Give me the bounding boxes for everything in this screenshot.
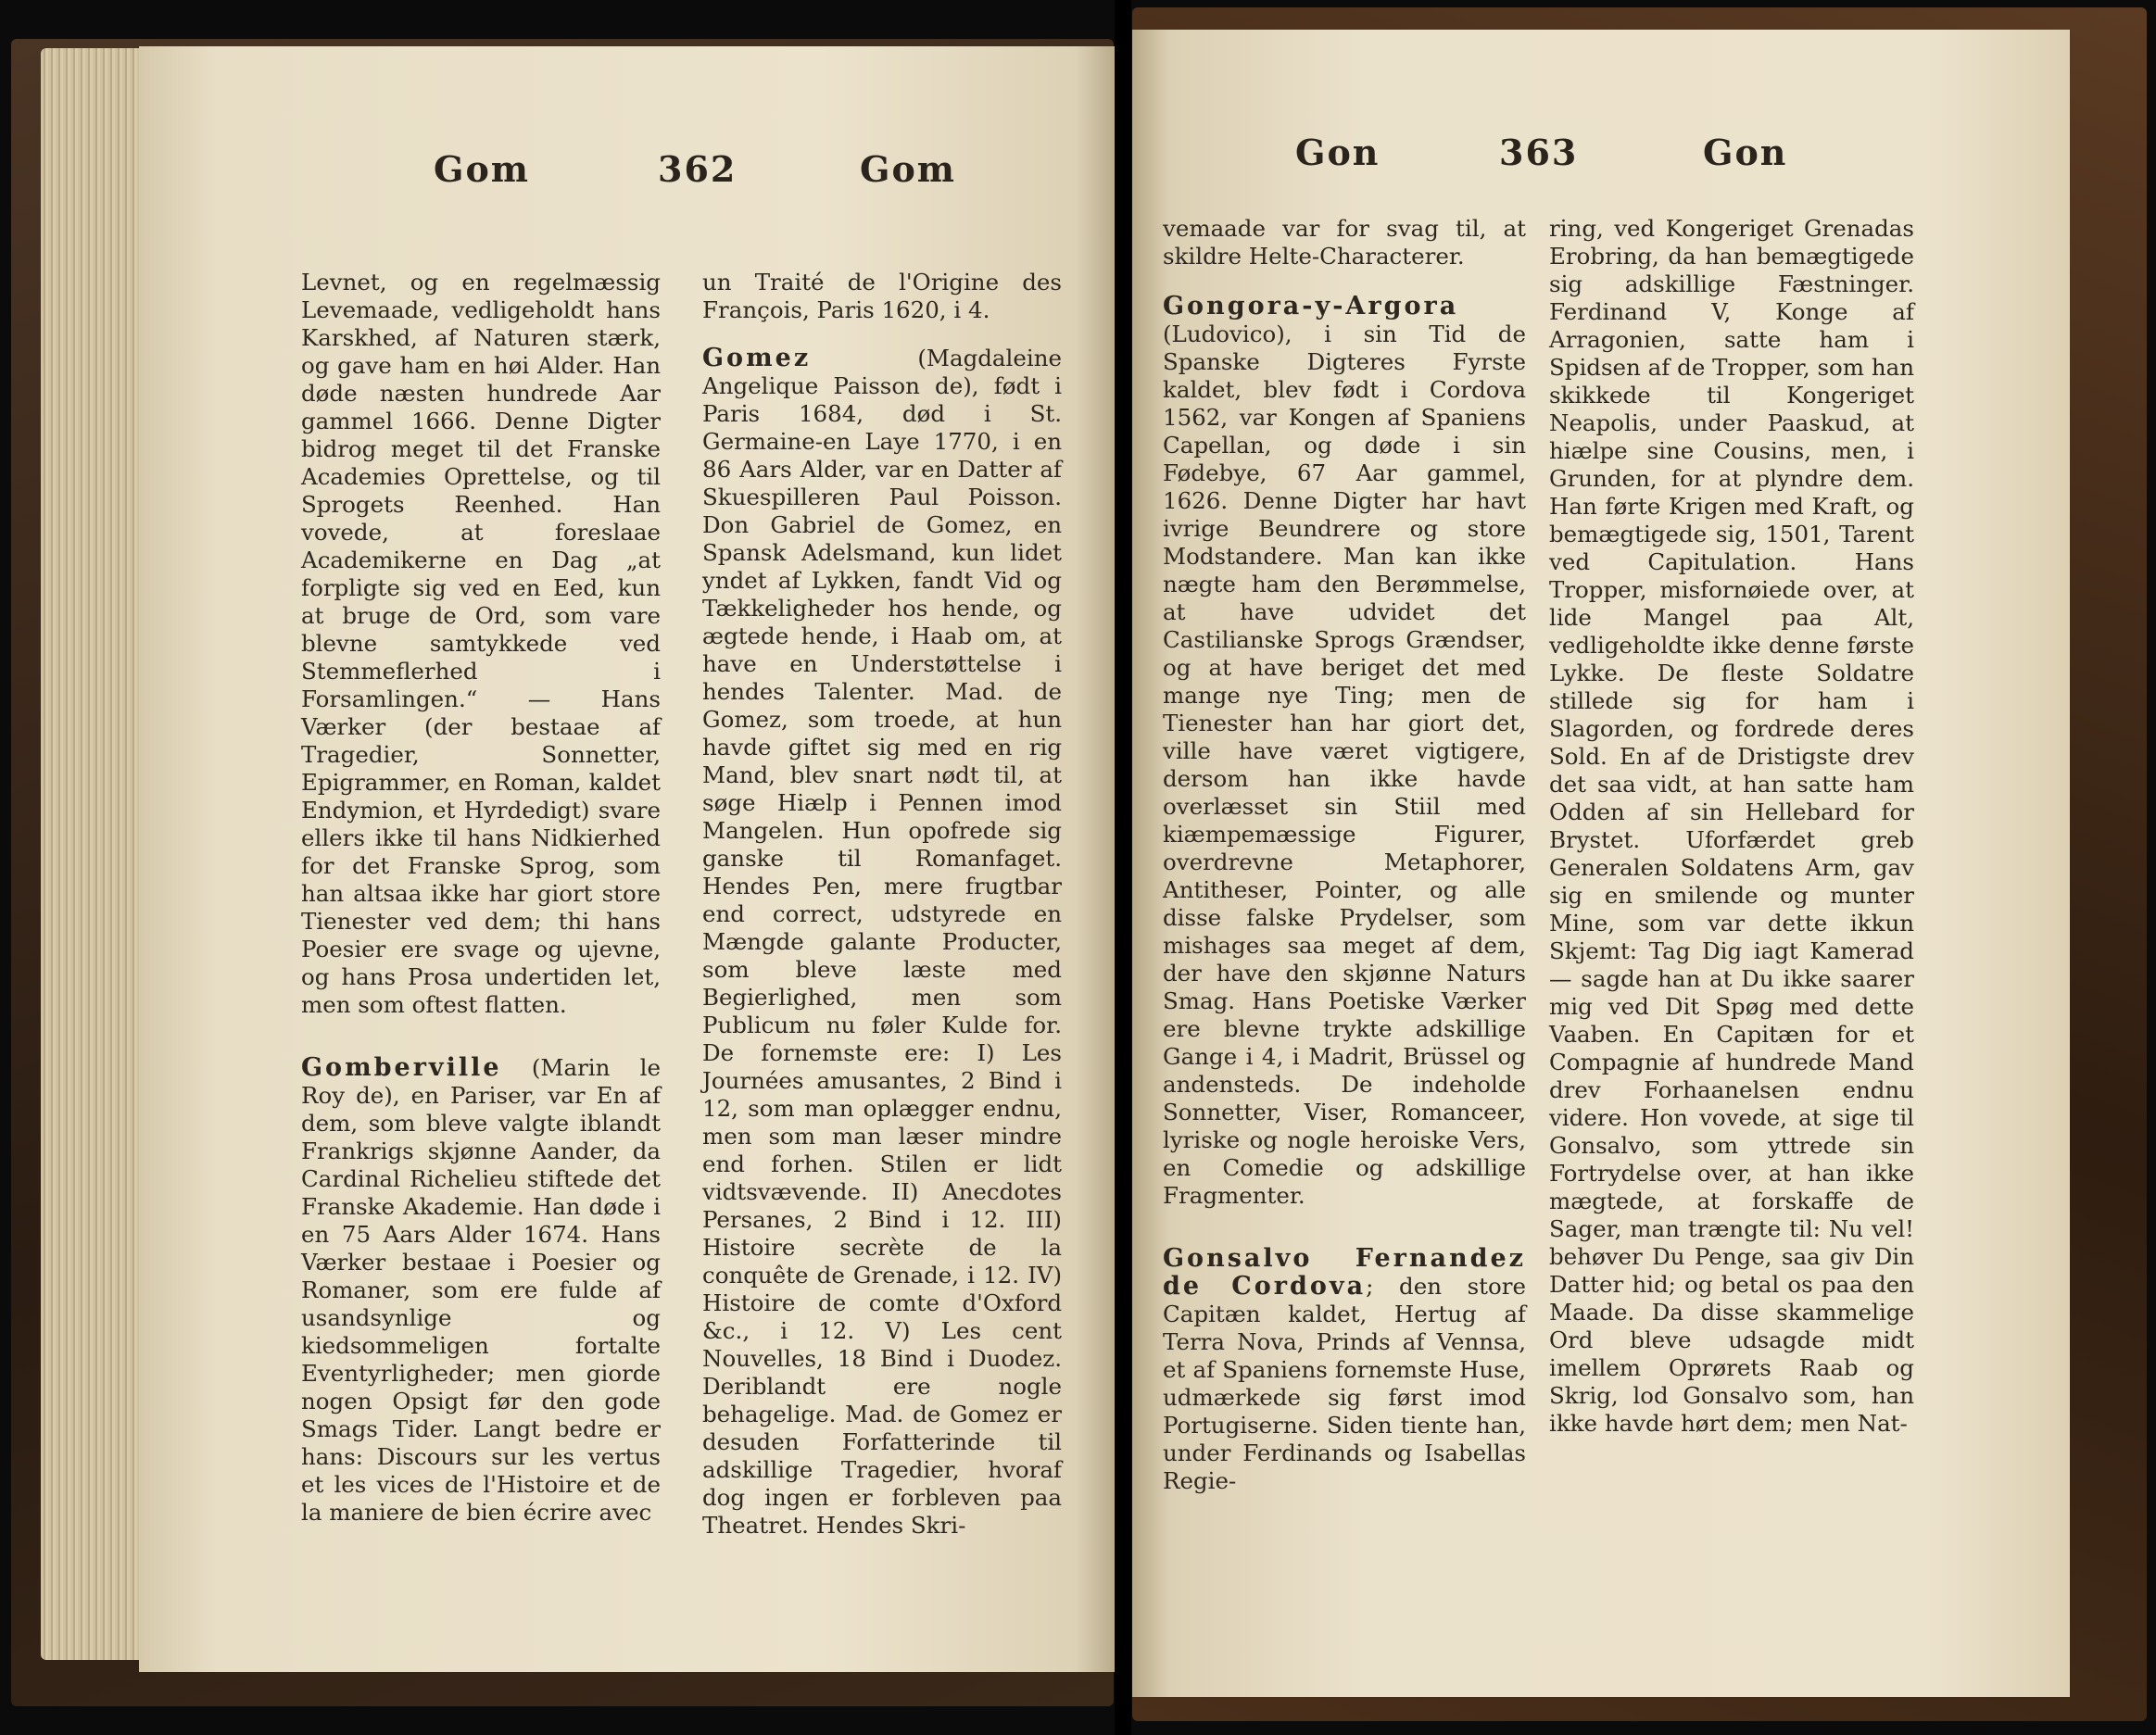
entry-gomez — [702, 345, 1062, 1540]
headword: Gongora-y-Argora — [1163, 292, 1459, 321]
left-page — [139, 46, 1115, 1672]
headword: Gomez — [702, 344, 812, 372]
paragraph: ring, ved Kongeriget Grenadas Erobring, da han bemægtigede sig adskillige Fæstninger. Ferdinand V, Konge af Arragonien, satte ham i Spidsen af de Tropper, som han skikkede til Kongeriget Neapolis, under Paaskud, at hiælpe sine Cousins, men, i Grunden, for at plyndre dem. Han førte Krigen med Kraft, og bemægtigede sig, 1501, Tarent ved Capitulation. Hans Tropper, misfornøiede over, at lide Mangel paa Alt, vedligeholdte ikke denne første Lykke. De fleste Soldatre stillede sig for ham i Slagorden, og fordrede deres Sold. En af de Dristigste drev det saa vidt, at han satte ham Odden af sin Hellebard for Brystet. Uforfærdet greb Generalen Soldatens Arm, gav sig en smilende og munter Mine, som var dette ikkun Skjemt: Tag Dig iagt Kamerad — sagde han at Du ikke saarer mig ved Dit Spøg med dette Vaaben. En Capitæn for et Compagnie af hundrede Mand drev Forhaanelsen endnu videre. Hon vovede, at sige til Gonsalvo, som yttrede sin Fortrydelse over, at han ikke mægtede, at forskaffe de Sager, man trængte til: Nu vel! behøver Du Penge, saa giv Din Datter hid; og betal os paa den Maade. Da disse skammelige Ord bleve udsagde midt imellem Oprørets Raab og Skrig, lod Gonsalvo som, han ikke havde hørt dem; men Nat- — [1549, 215, 1914, 1437]
page-edges — [41, 48, 152, 1660]
right-running-head-left: Gon — [1295, 132, 1381, 173]
left-page-number: 362 — [658, 148, 738, 190]
left-page-column-2 — [702, 269, 1062, 1540]
right-page-column-1 — [1163, 215, 1526, 1495]
entry-gomberville — [301, 1054, 661, 1527]
left-page-column-1 — [301, 269, 661, 1527]
entry-text: ; den store Capitæn kaldet, Hertug af Terra Nova, Prinds af Vennsa, et af Spaniens fornemste Huse, udmærkede sig først imod Portugiserne. Siden tiente han, under Ferdinands og Isabellas Regie- — [1163, 1273, 1526, 1494]
paragraph: vemaade var for svag til, at skildre Helte-Characterer. — [1163, 215, 1526, 270]
entry-text: (Marin le Roy de), en Pariser, var En af dem, som bleve valgte iblandt Frankrigs skjønne Aander, da Cardinal Richelieu stiftede det Franske Akademie. Han døde i en 75 Aars Alder 1674. Hans Værker bestaae i Poesier og Romaner, som ere fulde af usandsynlige og kiedsommeligen fortalte Eventyrligheder; men giorde nogen Opsigt før den gode Smags Tider. Langt bedre er hans: Discours sur les vertus et les vices de l'Histoire et de la maniere de bien écrire avec — [301, 1054, 661, 1526]
headword: Gomberville — [301, 1053, 502, 1082]
entry-text: (Ludovico), i sin Tid de Spanske Digteres Fyrste kaldet, blev født i Cordova 1562, var Kongen af Spaniens Capellan, og døde i sin Fødebye, 67 Aar gammel, 1626. Denne Digter har havt ivrige Beundrere og store Modstandere. Man kan ikke nægte ham den Berømmelse, at have udvidet det Castilianske Sprogs Grændser, og at have beriget det med mange nye Ting; men de Tienester han har giort det, ville have været vigtigere, dersom han ikke havde overlæsset sin Stiil med kiæmpemæssige Figurer, overdrevne Metaphorer, Antitheser, Pointer, og alle disse falske Prydelser, som mishages saa meget af dem, der have den skjønne Naturs Smag. Hans Poetiske Værker ere blevne trykte adskillige Gange i 4, i Madrit, Brüssel og andensteds. De indeholde Sonnetter, Viser, Romanceer, lyriske og nogle heroiske Vers, en Comedie og adskillige Fragmenter. — [1163, 321, 1526, 1209]
right-page-column-2 — [1549, 215, 1914, 1438]
left-running-head-left: Gom — [434, 148, 531, 190]
right-page-number: 363 — [1499, 132, 1579, 173]
entry-gonsalvo — [1163, 1245, 1526, 1495]
paragraph: un Traité de l'Origine des François, Paris 1620, i 4. — [702, 269, 1062, 323]
headword: Gonsalvo Fernandez de Cordova — [1163, 1244, 1526, 1301]
entry-text: (Magdaleine Angelique Paisson de), født i Paris 1684, død i St. Germaine-en Laye 1770, i en 86 Aars Alder, var en Datter af Skuespilleren Paul Poisson. Don Gabriel de Gomez, en Spansk Adelsmand, kun lidet yndet af Lykken, fandt Vid og Tækkeligheder hos hende, og ægtede hende, i Haab om, at have en Understøttelse i hendes Talenter. Mad. de Gomez, som troede, at hun havde giftet sig med en rig Mand, blev snart nødt til, at søge Hiælp i Pennen imod Mangelen. Hun opofrede sig ganske til Romanfaget. Hendes Pen, mere frugtbar end correct, udstyrede en Mængde galante Producter, som bleve læste med Begierlighed, men som Publicum nu føler Kulde for. De fornemste ere: I) Les Journées amusantes, 2 Bind i 12, som man oplægger endnu, men som man læser mindre end forhen. Stilen er lidt vidtsvævende. II) Anecdotes Persanes, 2 Bind i 12. III) Histoire secrète de la conquête de Grenade, i 12. IV) Histoire de comte d'Oxford &c., i 12. V) Les cent Nouvelles, 18 Bind i Duodez. Deriblandt ere nogle behagelige. Mad. de Gomez er desuden Forfatterinde til adskillige Tragedier, hvoraf dog ingen er forbleven paa Theatret. Hendes Skri- — [702, 345, 1062, 1539]
gutter — [1115, 0, 1131, 1735]
left-running-head-right: Gom — [860, 148, 957, 190]
right-running-head-right: Gon — [1703, 132, 1788, 173]
right-page — [1132, 30, 2070, 1697]
entry-gongora — [1163, 293, 1526, 1210]
paragraph: Levnet, og en regelmæssig Levemaade, vedligeholdt hans Karskhed, af Naturen stærk, og gave ham en høi Alder. Han døde næsten hundrede Aar gammel 1666. Denne Digter bidrog meget til det Franske Academies Oprettelse, og til Sprogets Reenhed. Han vovede, at foreslaae Academikerne en Dag „at forpligte sig ved en Eed, kun at bruge de Ord, som vare blevne samtykkede ved Stemmeflerhed i Forsamlingen.“ — Hans Værker (der bestaae af Tragedier, Sonnetter, Epigrammer, en Roman, kaldet Endymion, et Hyrdedigt) svare ellers ikke til hans Nidkierhed for det Franske Sprog, som han altsaa ikke har giort store Tienester ved dem; thi hans Poesier ere svage og ujevne, og hans Prosa undertiden let, men som oftest flatten. — [301, 269, 661, 1018]
